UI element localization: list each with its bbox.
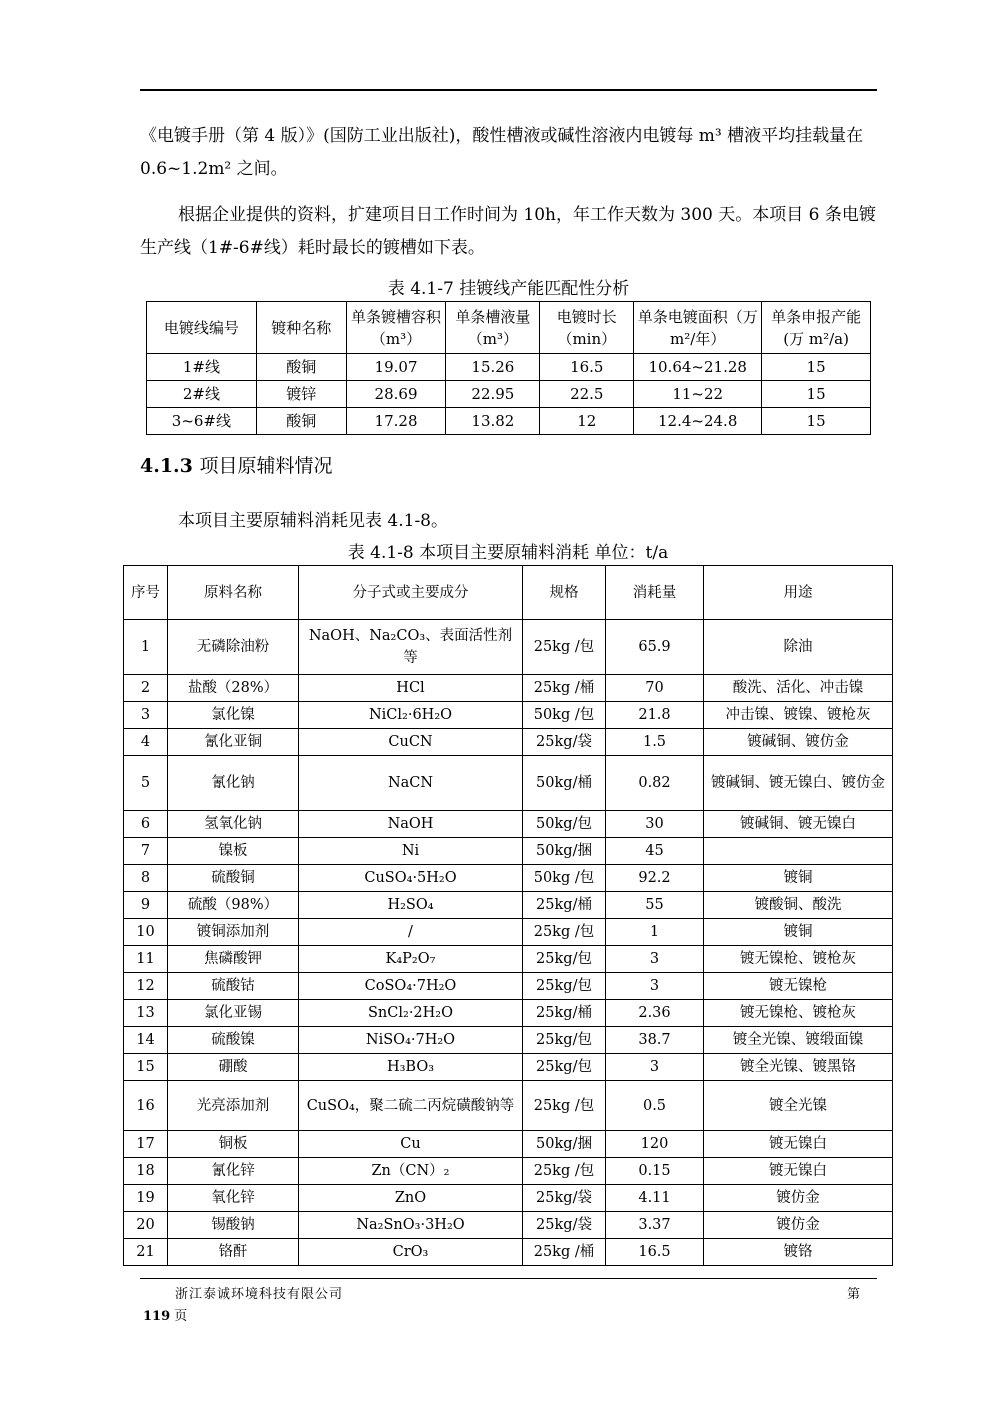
- table-cell: 5: [124, 756, 168, 811]
- table-cell: 氯化镍: [168, 702, 299, 729]
- table-cell: 19.07: [346, 354, 446, 381]
- table-row: [124, 1212, 893, 1239]
- table2-header-cell: 分子式或主要成分: [299, 566, 523, 620]
- table-cell: 酸洗、活化、冲击镍: [704, 675, 893, 702]
- table-cell: 镀铬: [704, 1239, 893, 1266]
- table-row: [124, 620, 893, 675]
- table-cell: 25kg /包: [523, 620, 606, 675]
- table-cell: 3~6#线: [147, 408, 257, 435]
- table-cell: 酸铜: [256, 354, 346, 381]
- table-cell: 25kg/包: [523, 946, 606, 973]
- table2-header-cell: 规格: [523, 566, 606, 620]
- paragraph-2: 根据企业提供的资料，扩建项目日工作时间为 10h，年工作天数为 300 天。本项目 6 条电镀生产线（1#-6#线）耗时最长的镀槽如下表。: [140, 205, 876, 258]
- table-cell: 3: [606, 973, 704, 1000]
- table-cell: Ni: [299, 838, 523, 865]
- table-cell: NaCN: [299, 756, 523, 811]
- table1-header-cell: 电镀线编号: [147, 302, 257, 354]
- table-cell: 冲击镍、镀镍、镀枪灰: [704, 702, 893, 729]
- table-cell: 除油: [704, 620, 893, 675]
- table-cell: 25kg/袋: [523, 1212, 606, 1239]
- table-cell: 21.8: [606, 702, 704, 729]
- table-cell: /: [299, 919, 523, 946]
- table-cell: 25kg /包: [523, 1158, 606, 1185]
- table-row: [124, 1131, 893, 1158]
- table-cell: NiCl₂·6H₂O: [299, 702, 523, 729]
- table-cell: 55: [606, 892, 704, 919]
- table-cell: 2: [124, 675, 168, 702]
- table-row: [124, 1239, 893, 1266]
- table-cell: 1#线: [147, 354, 257, 381]
- table-cell: H₃BO₃: [299, 1054, 523, 1081]
- table-row: [124, 1158, 893, 1185]
- table-cell: 0.82: [606, 756, 704, 811]
- table-cell: 19: [124, 1185, 168, 1212]
- table-row: [124, 1054, 893, 1081]
- table-cell: 12.4~24.8: [634, 408, 762, 435]
- table2-caption: 表 4.1-8 本项目主要原辅料消耗 单位：t/a: [347, 543, 669, 563]
- table-cell: 1.5: [606, 729, 704, 756]
- table2-header-row: [124, 566, 893, 620]
- table-cell: 镀全光镍: [704, 1081, 893, 1131]
- table-cell: NaOH: [299, 811, 523, 838]
- table-cell: 25kg/桶: [523, 892, 606, 919]
- table-cell: CoSO₄·7H₂O: [299, 973, 523, 1000]
- paragraph-1: 《电镀手册（第 4 版）》(国防工业出版社)，酸性槽液或碱性溶液内电镀每 m³ 槽液平均挂载量在 0.6~1.2m² 之间。: [140, 126, 864, 179]
- table-cell: 镀无镍枪: [704, 973, 893, 1000]
- section-number: 4.1.3: [140, 455, 193, 477]
- table-cell: CrO₃: [299, 1239, 523, 1266]
- table-cell: 锡酸钠: [168, 1212, 299, 1239]
- table-cell: 25kg/包: [523, 1027, 606, 1054]
- table1-header-cell: 电镀时长（min）: [540, 302, 634, 354]
- table-row: [147, 381, 871, 408]
- table-cell: 25kg/袋: [523, 729, 606, 756]
- table-cell: 15: [762, 381, 871, 408]
- table-cell: Na₂SnO₃·3H₂O: [299, 1212, 523, 1239]
- table-cell: [704, 838, 893, 865]
- table-cell: 50kg/包: [523, 811, 606, 838]
- table-row: [124, 1027, 893, 1054]
- table-cell: 硫酸铜: [168, 865, 299, 892]
- table-cell: 38.7: [606, 1027, 704, 1054]
- table-cell: SnCl₂·2H₂O: [299, 1000, 523, 1027]
- table-cell: 25kg /包: [523, 1081, 606, 1131]
- table-cell: 氰化亚铜: [168, 729, 299, 756]
- table-cell: HCl: [299, 675, 523, 702]
- table1-header-cell: 单条槽液量（m³）: [446, 302, 540, 354]
- table-cell: 1: [124, 620, 168, 675]
- table-cell: 25kg/袋: [523, 1185, 606, 1212]
- table-cell: Cu: [299, 1131, 523, 1158]
- table-cell: 镀全光镍、镀缎面镍: [704, 1027, 893, 1054]
- table-cell: 氧化锌: [168, 1185, 299, 1212]
- table-cell: 7: [124, 838, 168, 865]
- table-cell: 氰化钠: [168, 756, 299, 811]
- table-cell: 120: [606, 1131, 704, 1158]
- table-cell: 65.9: [606, 620, 704, 675]
- table-cell: 酸铜: [256, 408, 346, 435]
- table-cell: 4.11: [606, 1185, 704, 1212]
- table-cell: 镀铜添加剂: [168, 919, 299, 946]
- table-row: [124, 729, 893, 756]
- table-cell: 6: [124, 811, 168, 838]
- table-cell: 11: [124, 946, 168, 973]
- table-cell: 15: [124, 1054, 168, 1081]
- table-cell: 无磷除油粉: [168, 620, 299, 675]
- table-cell: 25kg/包: [523, 1054, 606, 1081]
- table-cell: 70: [606, 675, 704, 702]
- table-cell: 镀无镍白: [704, 1131, 893, 1158]
- table-cell: 镀仿金: [704, 1212, 893, 1239]
- table-cell: 18: [124, 1158, 168, 1185]
- table-cell: 镍板: [168, 838, 299, 865]
- table1-header-cell: 单条电镀面积（万 m²/年）: [634, 302, 762, 354]
- table-cell: 硫酸镍: [168, 1027, 299, 1054]
- table-cell: 氢氧化钠: [168, 811, 299, 838]
- table2-header-cell: 序号: [124, 566, 168, 620]
- table-row: [124, 1081, 893, 1131]
- table-cell: CuSO₄，聚二硫二丙烷磺酸钠等: [299, 1081, 523, 1131]
- table-cell: 50kg /包: [523, 702, 606, 729]
- table-cell: 镀碱铜、镀仿金: [704, 729, 893, 756]
- table-row: [124, 838, 893, 865]
- table-cell: 50kg /包: [523, 865, 606, 892]
- header-rule: [140, 89, 877, 91]
- table-cell: 4: [124, 729, 168, 756]
- table-cell: 17: [124, 1131, 168, 1158]
- table-cell: 25kg /桶: [523, 675, 606, 702]
- table-row: [124, 702, 893, 729]
- table-cell: 硼酸: [168, 1054, 299, 1081]
- table-cell: 镀全光镍、镀黑铬: [704, 1054, 893, 1081]
- table-cell: 15: [762, 354, 871, 381]
- footer-company: 浙江泰诚环境科技有限公司: [175, 1287, 344, 1302]
- table-cell: 12: [540, 408, 634, 435]
- paragraph-3: 本项目主要原辅料消耗见表 4.1-8。: [178, 511, 448, 531]
- table-cell: 20: [124, 1212, 168, 1239]
- table-row: [124, 865, 893, 892]
- table-row: [124, 675, 893, 702]
- table-cell: 16.5: [606, 1239, 704, 1266]
- table-cell: 25kg/桶: [523, 1000, 606, 1027]
- table-cell: 0.5: [606, 1081, 704, 1131]
- footer-page-number: 119: [143, 1309, 171, 1324]
- materials-table: [123, 565, 893, 1266]
- table-cell: K₄P₂O₇: [299, 946, 523, 973]
- table-cell: 50kg/捆: [523, 1131, 606, 1158]
- footer-page: [143, 1305, 187, 1324]
- table-cell: 镀酸铜、酸洗: [704, 892, 893, 919]
- footer-rule: [140, 1278, 877, 1279]
- table1-header-row: [147, 302, 871, 354]
- table-cell: 硫酸（98%）: [168, 892, 299, 919]
- table2-header-cell: 消耗量: [606, 566, 704, 620]
- table-cell: 50kg/桶: [523, 756, 606, 811]
- table-cell: 镀碱铜、镀无镍白: [704, 811, 893, 838]
- table-cell: 10: [124, 919, 168, 946]
- table-cell: Zn（CN）₂: [299, 1158, 523, 1185]
- table-row: [147, 408, 871, 435]
- table-cell: 盐酸（28%）: [168, 675, 299, 702]
- table1-header-cell: 单条镀槽容积（m³）: [346, 302, 446, 354]
- table-cell: 13.82: [446, 408, 540, 435]
- table-cell: 2.36: [606, 1000, 704, 1027]
- table1-header-cell: 单条申报产能(万 m²/a): [762, 302, 871, 354]
- table-cell: 镀碱铜、镀无镍白、镀仿金: [704, 756, 893, 811]
- table-cell: 14: [124, 1027, 168, 1054]
- table-cell: ZnO: [299, 1185, 523, 1212]
- section-title: 项目原辅料情况: [199, 455, 333, 477]
- table-cell: 12: [124, 973, 168, 1000]
- table-cell: 25kg /桶: [523, 1239, 606, 1266]
- table-row: [124, 973, 893, 1000]
- table-cell: 16: [124, 1081, 168, 1131]
- table-cell: 15: [762, 408, 871, 435]
- footer-page-prefix: 第: [847, 1287, 861, 1302]
- table2-header-cell: 原料名称: [168, 566, 299, 620]
- table-cell: 镀铜: [704, 919, 893, 946]
- table-cell: 铬酐: [168, 1239, 299, 1266]
- table-cell: 氯化亚锡: [168, 1000, 299, 1027]
- table-row: [124, 946, 893, 973]
- table-cell: 10.64~21.28: [634, 354, 762, 381]
- table-cell: 9: [124, 892, 168, 919]
- table-cell: 50kg/捆: [523, 838, 606, 865]
- table-cell: 铜板: [168, 1131, 299, 1158]
- table-cell: NaOH、Na₂CO₃、表面活性剂等: [299, 620, 523, 675]
- table-cell: 13: [124, 1000, 168, 1027]
- table-cell: CuCN: [299, 729, 523, 756]
- table-cell: 15.26: [446, 354, 540, 381]
- table-cell: 3.37: [606, 1212, 704, 1239]
- table-cell: NiSO₄·7H₂O: [299, 1027, 523, 1054]
- table-cell: 22.5: [540, 381, 634, 408]
- table-cell: 3: [606, 1054, 704, 1081]
- table-row: [124, 1000, 893, 1027]
- section-heading: [140, 451, 333, 478]
- table-cell: 8: [124, 865, 168, 892]
- table-cell: 30: [606, 811, 704, 838]
- table-cell: 17.28: [346, 408, 446, 435]
- table-cell: 45: [606, 838, 704, 865]
- table-cell: 镀无镍枪、镀枪灰: [704, 1000, 893, 1027]
- table-cell: 镀铜: [704, 865, 893, 892]
- table1-header-cell: 镀种名称: [256, 302, 346, 354]
- table-cell: 16.5: [540, 354, 634, 381]
- table-cell: 光亮添加剂: [168, 1081, 299, 1131]
- capacity-table: [146, 301, 871, 435]
- table-cell: 0.15: [606, 1158, 704, 1185]
- footer-page-suffix: 页: [174, 1309, 188, 1324]
- table-cell: 11~22: [634, 381, 762, 408]
- table-cell: 镀无镍白: [704, 1158, 893, 1185]
- table-cell: 镀仿金: [704, 1185, 893, 1212]
- table-row: [124, 1185, 893, 1212]
- table2-header-cell: 用途: [704, 566, 893, 620]
- table1-caption: 表 4.1-7 挂镀线产能匹配性分析: [387, 279, 630, 299]
- table-row: [124, 811, 893, 838]
- table-cell: 焦磷酸钾: [168, 946, 299, 973]
- table-cell: 3: [606, 946, 704, 973]
- table-cell: 镀无镍枪、镀枪灰: [704, 946, 893, 973]
- table-cell: 25kg/包: [523, 973, 606, 1000]
- table-cell: 氰化锌: [168, 1158, 299, 1185]
- table-row: [147, 354, 871, 381]
- table-row: [124, 892, 893, 919]
- table-cell: 25kg /包: [523, 919, 606, 946]
- table-cell: 28.69: [346, 381, 446, 408]
- table-cell: 镀锌: [256, 381, 346, 408]
- table-cell: 硫酸钴: [168, 973, 299, 1000]
- table-cell: 2#线: [147, 381, 257, 408]
- table-cell: 22.95: [446, 381, 540, 408]
- table-cell: 21: [124, 1239, 168, 1266]
- table-row: [124, 919, 893, 946]
- table-cell: 3: [124, 702, 168, 729]
- table-cell: 1: [606, 919, 704, 946]
- table-cell: 92.2: [606, 865, 704, 892]
- table-row: [124, 756, 893, 811]
- table-cell: CuSO₄·5H₂O: [299, 865, 523, 892]
- table-cell: H₂SO₄: [299, 892, 523, 919]
